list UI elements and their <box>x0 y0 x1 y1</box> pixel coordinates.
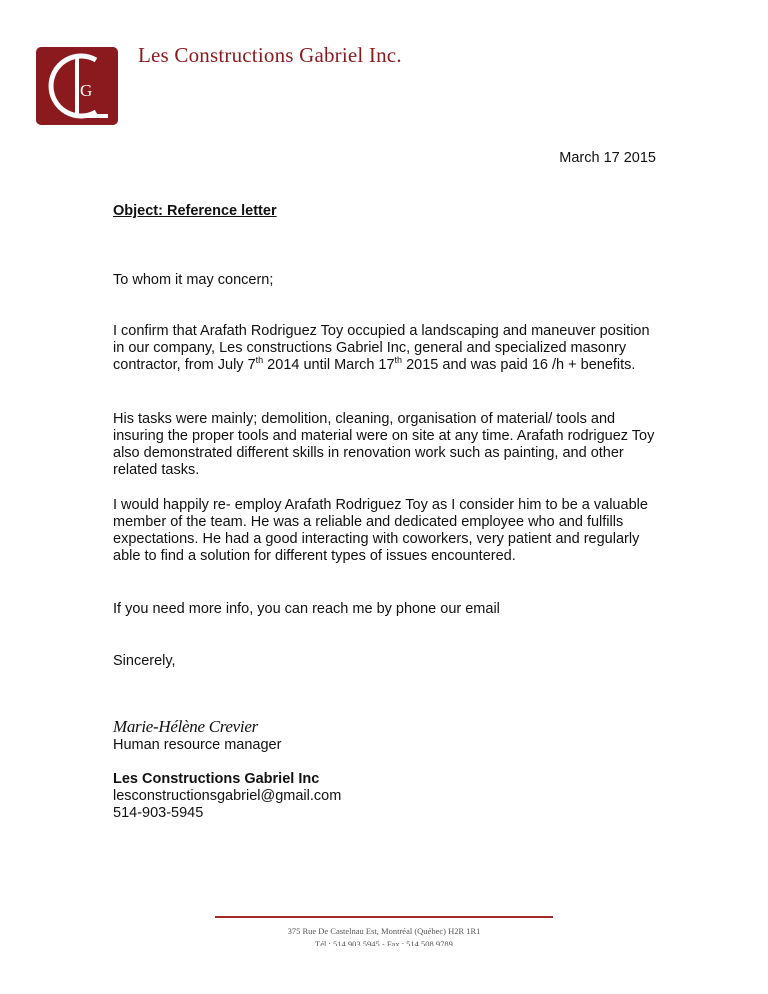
letter-paragraph-1: I confirm that Arafath Rodriguez Toy occupied a landscaping and maneuver position in our company, Les constructions Gabriel Inc, general and specialized masonry contractor, from July 7th 2014 until March 17th 2015 and was paid 16 /h + benefits. <box>113 323 650 373</box>
company-title: Les Constructions Gabriel Inc. <box>138 43 402 67</box>
signer-company: Les Constructions Gabriel Inc <box>113 771 320 787</box>
footer-address: 375 Rue De Castelnau Est, Montréal (Québec) H2R 1R1 <box>287 926 481 936</box>
signature: Marie-Hélène Crevier <box>113 717 258 736</box>
footer <box>215 925 553 946</box>
signer-title: Human resource manager <box>113 737 282 753</box>
contractor-highlight: general and specialized masonry contractor <box>113 340 627 373</box>
company-logo <box>36 47 118 125</box>
signature-block <box>113 718 341 822</box>
signer-email: lesconstructionsgabriel@gmail.com <box>113 788 342 804</box>
letter-paragraph-3: I would happily re- employ Arafath Rodriguez Toy as I consider him to be a valuable member of the team. He was a reliable and dedicated employee who and fulfills expectations. He had a good interacting with coworkers, very patient and regularly able to find a solution for different types of issues encountered. <box>113 497 648 564</box>
letter-paragraph-4: If you need more info, you can reach me by phone our email <box>113 601 500 617</box>
letter-subject: Object: Reference letter <box>113 203 277 219</box>
letter-date: March 17 2015 <box>559 150 656 166</box>
footer-divider <box>215 916 553 918</box>
svg-text:G: G <box>80 81 93 100</box>
letter-closing: Sincerely, <box>113 653 176 669</box>
signer-phone: 514-903-5945 <box>113 805 204 821</box>
letter-greeting: To whom it may concern; <box>113 272 274 288</box>
letter-paragraph-2: His tasks were mainly; demolition, cleaning, organisation of material/ tools and insuring the proper tools and material were on site at any time. Arafath rodriguez Toy also demonstrated different skills in renovation work such as painting, and other related tasks. <box>113 411 655 478</box>
footer-contact: Tél : 514 903 5945 - Fax : 514 508 9789 <box>315 939 453 946</box>
